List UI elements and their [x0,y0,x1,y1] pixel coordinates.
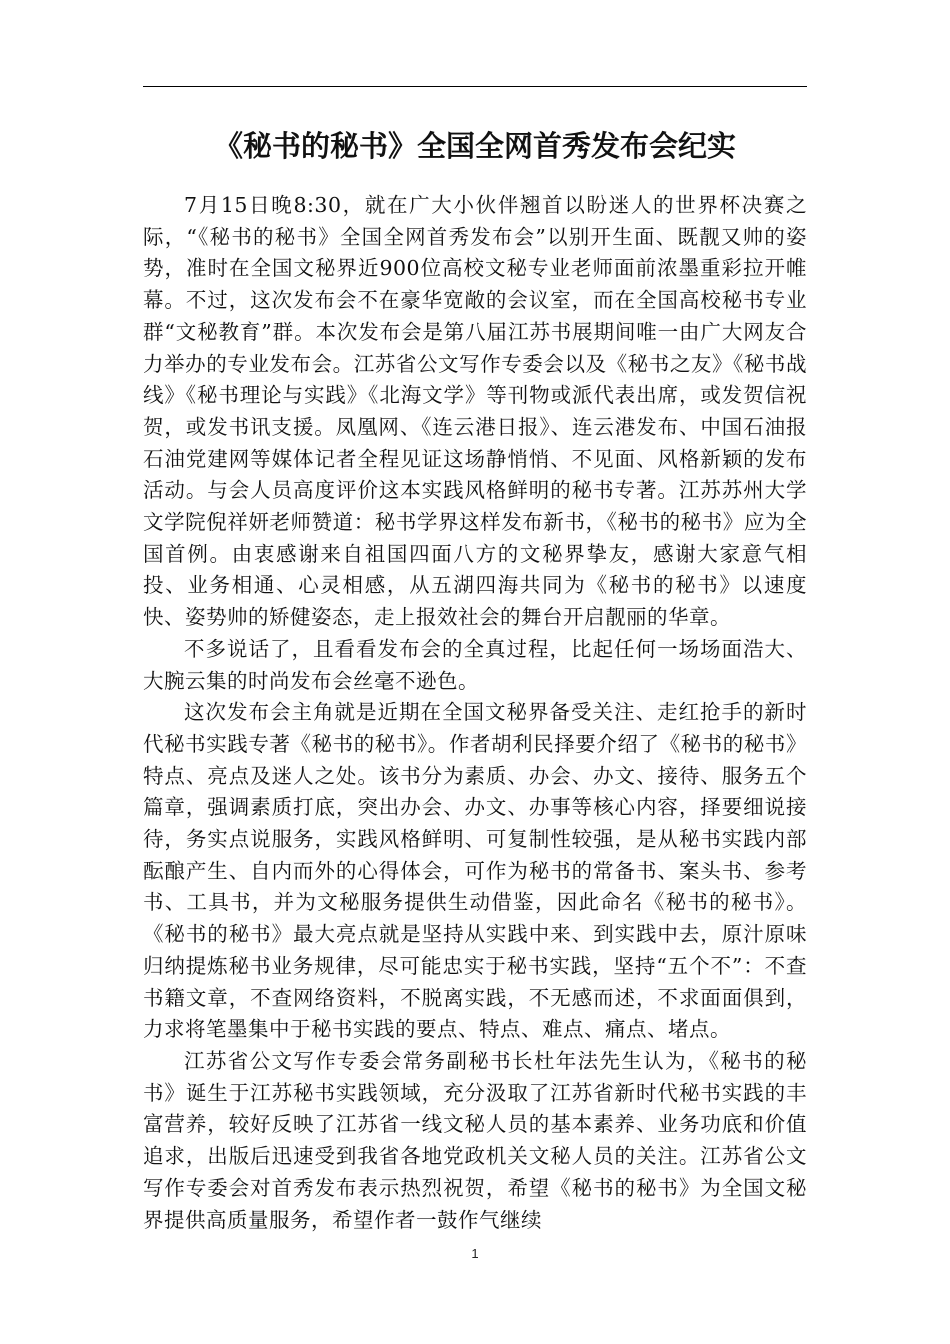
page-number: 1 [471,1246,479,1261]
paragraph: 江苏省公文写作专委会常务副秘书长杜年法先生认为，《秘书的秘书》诞生于江苏秘书实践领域，充分汲取了江苏省新时代秘书实践的丰富营养，较好反映了江苏省一线文秘人员的基本素养、业务功底和价值追求，出版后迅速受到我省各地党政机关文秘人员的关注。江苏省公文写作专委会对首秀发布表示热烈祝贺，希望《秘书的秘书》为全国文秘界提供高质量服务，希望作者一鼓作气继续 [143,1048,807,1232]
paragraph: 不多说话了，且看看发布会的全真过程，比起任何一场场面浩大、大腕云集的时尚发布会丝毫不逊色。 [143,636,807,693]
article-body [143,190,807,1236]
paragraph: 7月15日晚8:30，就在广大小伙伴翘首以盼迷人的世界杯决赛之际，“《秘书的秘书》全国全网首秀发布会”以别开生面、既靓又帅的姿势，准时在全国文秘界近900位高校文秘专业老师面前浓墨重彩拉开帷幕。不过，这次发布会不在豪华宽敞的会议室，而在全国高校秘书专业群“文秘教育”群。本次发布会是第八届江苏书展期间唯一由广大网友合力举办的专业发布会。江苏省公文写作专委会以及《秘书之友》《秘书战线》《秘书理论与实践》《北海文学》等刊物或派代表出席，或发贺信祝贺，或发书讯支援。凤凰网、《连云港日报》、连云港发布、中国石油报石油党建网等媒体记者全程见证这场静悄悄、不见面、风格新颖的发布活动。与会人员高度评价这本实践风格鲜明的秘书专著。江苏苏州大学文学院倪祥妍老师赞道：秘书学界这样发布新书，《秘书的秘书》应为全国首例。由衷感谢来自祖国四面八方的文秘界挚友，感谢大家意气相投、业务相通、心灵相感，从五湖四海共同为《秘书的秘书》以速度快、姿势帅的矫健姿态，走上报效社会的舞台开启靓丽的华章。 [143,193,807,630]
page-title: 《秘书的秘书》全国全网首秀发布会纪实 [213,129,736,163]
paragraph: 这次发布会主角就是近期在全国文秘界备受关注、走红抢手的新时代秘书实践专著《秘书的秘书》。作者胡利民择要介绍了《秘书的秘书》特点、亮点及迷人之处。该书分为素质、办会、办文、接待、服务五个篇章，强调素质打底，突出办会、办文、办事等核心内容，择要细说接待，务实点说服务，实践风格鲜明、可复制性较强，是从秘书实践内部酝酿产生、自内而外的心得体会，可作为秘书的常备书、案头书、参考书、工具书，并为文秘服务提供生动借鉴，因此命名《秘书的秘书》。《秘书的秘书》最大亮点就是坚持从实践中来、到实践中去，原汁原味归纳提炼秘书业务规律，尽可能忠实于秘书实践，坚持“五个不”：不查书籍文章，不查网络资料，不脱离实践，不无感而述，不求面面俱到，力求将笔墨集中于秘书实践的要点、特点、难点、痛点、堵点。 [143,700,807,1042]
header-rule [143,86,807,87]
